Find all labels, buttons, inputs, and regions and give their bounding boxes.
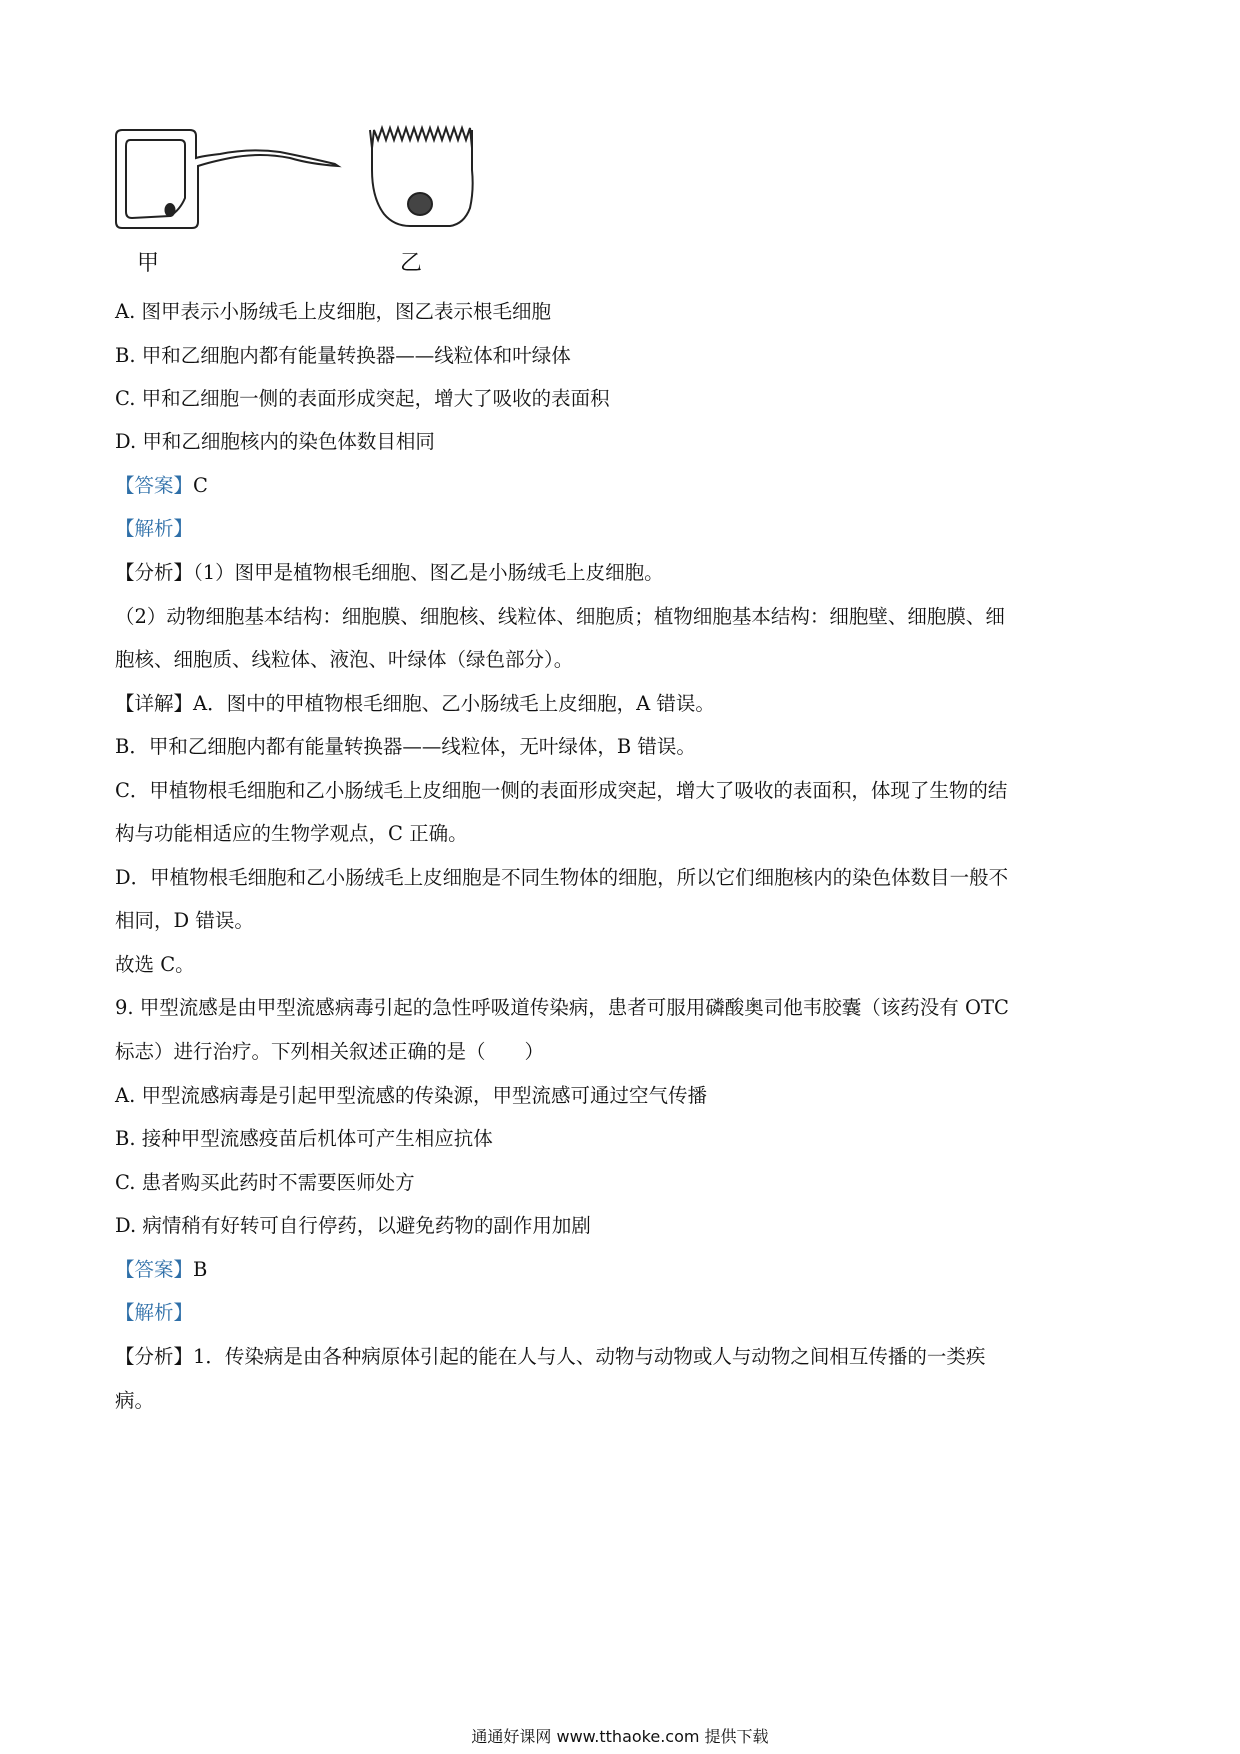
fenxi-text: （1）图甲是植物根毛细胞、图乙是小肠绒毛上皮细胞。 <box>193 561 664 584</box>
q9-option-c: C. 患者购买此药时不需要医师处方 <box>115 1171 415 1194</box>
q8-option-c: C. 甲和乙细胞一侧的表面形成突起，增大了吸收的表面积 <box>115 387 610 410</box>
q9-analysis-heading <box>115 1299 1125 1327</box>
xiangjie-text: A．图中的甲植物根毛细胞、乙小肠绒毛上皮细胞，A 错误。 <box>193 692 715 715</box>
xiangjie-tag: 【详解】 <box>115 692 194 715</box>
q8-fenxi-1 <box>115 559 1125 587</box>
q9-answer <box>115 1256 1125 1284</box>
q8-fenxi-2b: 胞核、细胞质、线粒体、液泡、叶绿体（绿色部分）。 <box>115 648 574 671</box>
answer-tag: 【答案】 <box>115 474 194 497</box>
q8-xiangjie-b: B．甲和乙细胞内都有能量转换器——线粒体，无叶绿体，B 错误。 <box>115 735 696 758</box>
label-yi: 乙 <box>400 251 423 276</box>
q9-option-d: D. 病情稍有好转可自行停药，以避免药物的副作用加剧 <box>115 1214 591 1237</box>
q8-conclusion: 故选 C。 <box>115 953 195 976</box>
q9-option-b: B. 接种甲型流感疫苗后机体可产生相应抗体 <box>115 1127 493 1150</box>
q9-fenxi-1b: 病。 <box>115 1389 155 1412</box>
fenxi-tag: 【分析】 <box>115 1345 194 1368</box>
q8-xiangjie-c1: C．甲植物根毛细胞和乙小肠绒毛上皮细胞一侧的表面形成突起，增大了吸收的表面积，体现了生物的结 <box>115 779 1008 802</box>
analysis-tag: 【解析】 <box>115 517 194 540</box>
cell-diagram <box>110 118 590 318</box>
answer-value: B <box>193 1258 208 1281</box>
label-jia: 甲 <box>137 251 160 276</box>
answer-tag: 【答案】 <box>115 1258 194 1281</box>
villus-epithelial-cell <box>370 128 473 226</box>
q9-stem-1: 9. 甲型流感是由甲型流感病毒引起的急性呼吸道传染病，患者可服用磷酸奥司他韦胶囊（该药没有 OTC <box>115 996 1009 1019</box>
q8-xiangjie-c2: 构与功能相适应的生物学观点，C 正确。 <box>115 822 468 845</box>
root-hair-cell <box>116 130 338 228</box>
q8-fenxi-2a: （2）动物细胞基本结构：细胞膜、细胞核、线粒体、细胞质；植物细胞基本结构：细胞壁、细胞膜、细 <box>115 605 1005 628</box>
fenxi-tag: 【分析】 <box>115 561 194 584</box>
q8-analysis-heading <box>115 515 1125 543</box>
fenxi-text: 1．传染病是由各种病原体引起的能在人与人、动物与动物或人与动物之间相互传播的一类疾 <box>193 1345 986 1368</box>
q8-xiangjie-d1: D．甲植物根毛细胞和乙小肠绒毛上皮细胞是不同生物体的细胞，所以它们细胞核内的染色体数目一般不 <box>115 866 1009 889</box>
q8-xiangjie-a <box>115 690 1125 718</box>
q9-fenxi-1a <box>115 1343 1125 1371</box>
q9-option-a: A. 甲型流感病毒是引起甲型流感的传染源，甲型流感可通过空气传播 <box>115 1084 707 1107</box>
q8-xiangjie-d2: 相同，D 错误。 <box>115 909 254 932</box>
q8-option-b: B. 甲和乙细胞内都有能量转换器——线粒体和叶绿体 <box>115 344 571 367</box>
q8-answer <box>115 472 1125 500</box>
page-footer: 通通好课网 www.tthaoke.com 提供下载 <box>471 1727 769 1746</box>
answer-value: C <box>193 474 208 497</box>
q9-stem-2: 标志）进行治疗。下列相关叙述正确的是（ ） <box>115 1040 545 1063</box>
cell-figure <box>110 118 590 318</box>
q8-option-a: A. 图甲表示小肠绒毛上皮细胞，图乙表示根毛细胞 <box>115 300 551 323</box>
analysis-tag: 【解析】 <box>115 1301 194 1324</box>
q8-option-d: D. 甲和乙细胞核内的染色体数目相同 <box>115 430 435 453</box>
